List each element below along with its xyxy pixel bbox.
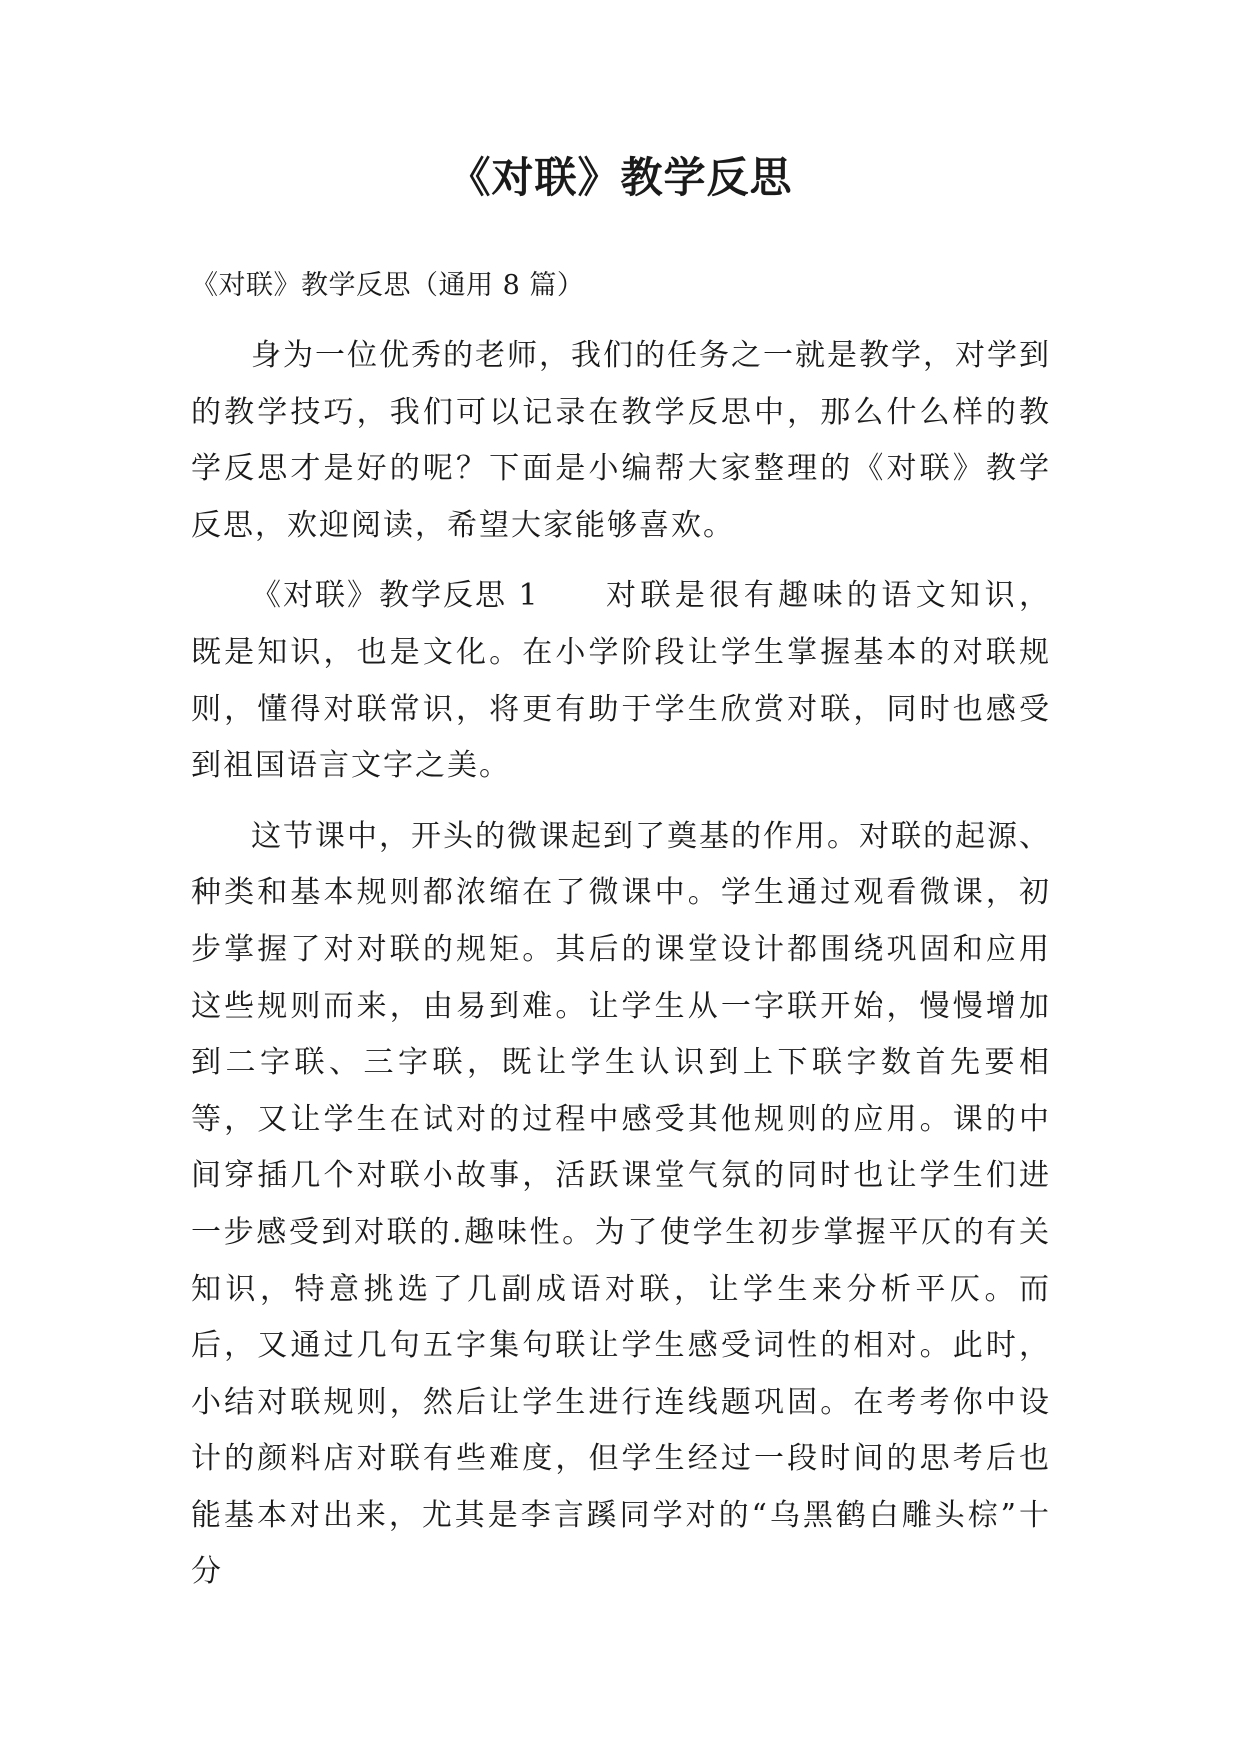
paragraph-2: 这节课中，开头的微课起到了奠基的作用。对联的起源、种类和基本规则都浓缩在了微课中。学生通过观看微课，初步掌握了对对联的规矩。其后的课堂设计都围绕巩固和应用这些规则而来，由易到难。让学生从一字联开始，慢慢增加到二字联、三字联，既让学生认识到上下联字数首先要相等，又让学生在试对的过程中感受其他规则的应用。课的中间穿插几个对联小故事，活跃课堂气氛的同时也让学生们进一步感受到对联的.趣味性。为了使学生初步掌握平仄的有关知识，特意挑选了几副成语对联，让学生来分析平仄。而后，又通过几句五字集句联让学生感受词性的相对。此时，小结对联规则，然后让学生进行连线题巩固。在考考你中设计的颜料店对联有些难度，但学生经过一段时间的思考后也能基本对出来，尤其是李言蹊同学对的“乌黑鹤白雕头棕”十分 (191, 818, 1051, 1590)
section-1-heading: 《对联》教学反思 1 (251, 578, 540, 614)
spacer (191, 314, 1051, 328)
intro-paragraph: 身为一位优秀的老师，我们的任务之一就是教学，对学到的教学技巧，我们可以记录在教学反思中，那么什么样的教学反思才是好的呢？下面是小编帮大家整理的《对联》教学反思，欢迎阅读，希望大家能够喜欢。 (191, 338, 1051, 543)
document-body (191, 258, 1051, 1601)
spacer (191, 554, 1051, 568)
document-title: 《对联》教学反思 (448, 153, 793, 202)
document-subtitle: 《对联》教学反思（通用 8 篇） (191, 270, 585, 301)
spacer (191, 795, 1051, 809)
section-1-text: 对联是很有趣味的语文知识，既是知识，也是文化。在小学阶段让学生掌握基本的对联规则，懂得对联常识，将更有助于学生欣赏对联，同时也感受到祖国语言文字之美。 (191, 578, 1051, 784)
section-1-paragraph (191, 568, 1051, 794)
